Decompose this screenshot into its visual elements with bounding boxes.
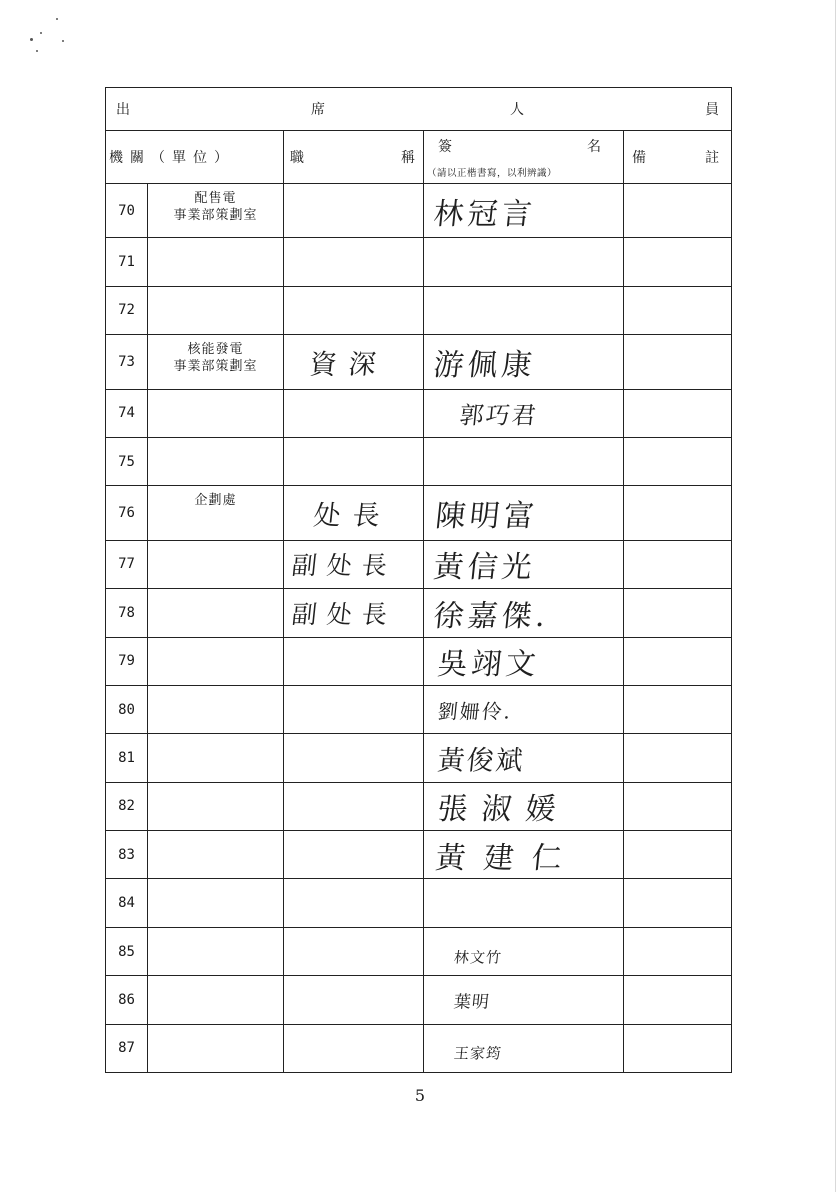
title-cell [284,589,424,637]
row-number: 85 [106,927,148,975]
table-row [106,637,732,685]
signature-cell [424,184,624,238]
signature-cell [424,589,624,637]
handwritten-title: 資深 [308,349,390,381]
table-row [106,486,732,540]
signature-cell [424,637,624,685]
title-cell [284,831,424,879]
unit-cell [148,879,284,927]
unit-cell [148,389,284,437]
title-cell [284,238,424,286]
title-cell [284,782,424,830]
handwritten-signature: 葉明 [452,992,491,1013]
table-row [106,238,732,286]
col-signature-header [424,131,624,184]
row-number: 80 [106,685,148,733]
row-number: 84 [106,879,148,927]
signature-cell [424,782,624,830]
table-row [106,540,732,588]
row-number: 72 [106,286,148,334]
handwritten-signature: 林冠言 [431,196,538,232]
table-row [106,389,732,437]
remarks-cell [624,389,732,437]
title-cell [284,734,424,782]
title-cell [284,286,424,334]
col-remarks-left: 備 [632,150,646,166]
signature-cell [424,286,624,334]
signature-cell [424,927,624,975]
signature-cell [424,976,624,1024]
signature-cell [424,831,624,879]
signature-cell [424,685,624,733]
handwritten-signature: 黃信光 [431,550,538,586]
title-cell [284,184,424,238]
col-signature-right: 名 [587,139,601,155]
table-row [106,879,732,927]
table-row [106,1024,732,1072]
handwritten-signature: 黃建仁 [433,840,582,876]
table-row [106,286,732,334]
remarks-cell [624,184,732,238]
unit-cell [148,734,284,782]
title-cell [284,976,424,1024]
row-number: 76 [106,486,148,540]
handwritten-signature: 徐嘉傑. [431,598,552,634]
handwritten-signature: 陳明富 [433,499,540,535]
header-char-4: 員 [705,102,720,118]
unit-line-2: 事業部策劃室 [173,208,258,223]
scan-specks [26,16,86,56]
unit-cell [148,782,284,830]
row-number: 77 [106,540,148,588]
handwritten-title: 副处長 [290,599,399,629]
unit-cell [148,540,284,588]
handwritten-signature: 游佩康 [431,347,538,383]
handwritten-signature: 黃俊斌 [436,745,527,777]
remarks-cell [624,437,732,485]
title-cell [284,637,424,685]
col-remarks-header [624,131,732,184]
header-row-columns [106,131,732,184]
header-char-3: 人 [510,102,524,118]
remarks-cell [624,782,732,830]
row-number: 73 [106,335,148,389]
unit-cell [148,486,284,540]
title-cell [284,437,424,485]
header-row-attendees [106,88,732,131]
unit-cell [148,637,284,685]
handwritten-signature: 林文竹 [453,948,503,967]
header-char-2: 席 [311,102,325,118]
unit-cell [148,286,284,334]
title-cell [284,927,424,975]
handwritten-signature: 張淑媛 [435,792,572,828]
title-cell [284,685,424,733]
signature-cell [424,238,624,286]
table-row [106,437,732,485]
title-cell [284,540,424,588]
unit-line-1: 企劃處 [194,493,237,509]
col-agency-header: 機關（單位） [106,131,284,184]
signature-cell [424,437,624,485]
unit-line-1: 配售電 [194,191,237,206]
title-cell [284,879,424,927]
table-row [106,589,732,637]
remarks-cell [624,637,732,685]
col-title-left: 職 [290,150,304,166]
title-cell [284,389,424,437]
title-cell [284,335,424,389]
handwritten-title: 处長 [312,500,394,532]
signature-cell [424,1024,624,1072]
unit-cell [148,1024,284,1072]
row-number: 81 [106,734,148,782]
col-signature-left: 簽 [438,139,452,155]
row-number: 87 [106,1024,148,1072]
unit-cell [148,685,284,733]
col-signature-note: （請以正楷書寫，以利辨識） [427,168,558,179]
unit-cell [148,927,284,975]
scan-edge-line [835,0,836,1192]
remarks-cell [624,879,732,927]
unit-cell [148,437,284,485]
remarks-cell [624,335,732,389]
remarks-cell [624,734,732,782]
table-row [106,184,732,238]
signature-cell [424,879,624,927]
remarks-cell [624,831,732,879]
unit-cell [148,184,284,238]
table-row [106,782,732,830]
signature-cell [424,335,624,389]
remarks-cell [624,238,732,286]
unit-cell [148,335,284,389]
remarks-cell [624,540,732,588]
table-row [106,831,732,879]
title-cell [284,1024,424,1072]
handwritten-signature: 劉姍伶. [436,699,514,724]
remarks-cell [624,927,732,975]
row-number: 71 [106,238,148,286]
row-number: 79 [106,637,148,685]
signature-cell [424,389,624,437]
signature-cell [424,540,624,588]
row-number: 70 [106,184,148,238]
signature-cell [424,734,624,782]
remarks-cell [624,1024,732,1072]
row-number: 83 [106,831,148,879]
remarks-cell [624,286,732,334]
table-row [106,976,732,1024]
row-number: 74 [106,389,148,437]
remarks-cell [624,486,732,540]
header-char-1: 出 [116,102,130,118]
unit-line-2: 事業部策劃室 [173,359,258,375]
col-title-right: 稱 [401,150,415,166]
attendees-header [106,88,732,131]
unit-line-1: 核能發電 [187,342,244,358]
row-number: 82 [106,782,148,830]
table-row [106,734,732,782]
handwritten-signature: 郭巧君 [458,401,540,430]
page-number: 5 [414,1086,426,1105]
remarks-cell [624,589,732,637]
title-cell [284,486,424,540]
unit-cell [148,589,284,637]
table-row [106,335,732,389]
unit-cell [148,976,284,1024]
signature-cell [424,486,624,540]
row-number: 78 [106,589,148,637]
handwritten-title: 副处長 [290,551,399,581]
unit-cell [148,238,284,286]
row-number: 75 [106,437,148,485]
table-row [106,685,732,733]
handwritten-signature: 吳翊文 [435,647,542,683]
remarks-cell [624,976,732,1024]
attendance-sheet [105,87,732,1073]
unit-cell [148,831,284,879]
col-remarks-right: 註 [705,150,720,166]
row-number: 86 [106,976,148,1024]
col-title-header [284,131,424,184]
handwritten-signature: 王家筠 [453,1044,503,1063]
remarks-cell [624,685,732,733]
table-row [106,927,732,975]
